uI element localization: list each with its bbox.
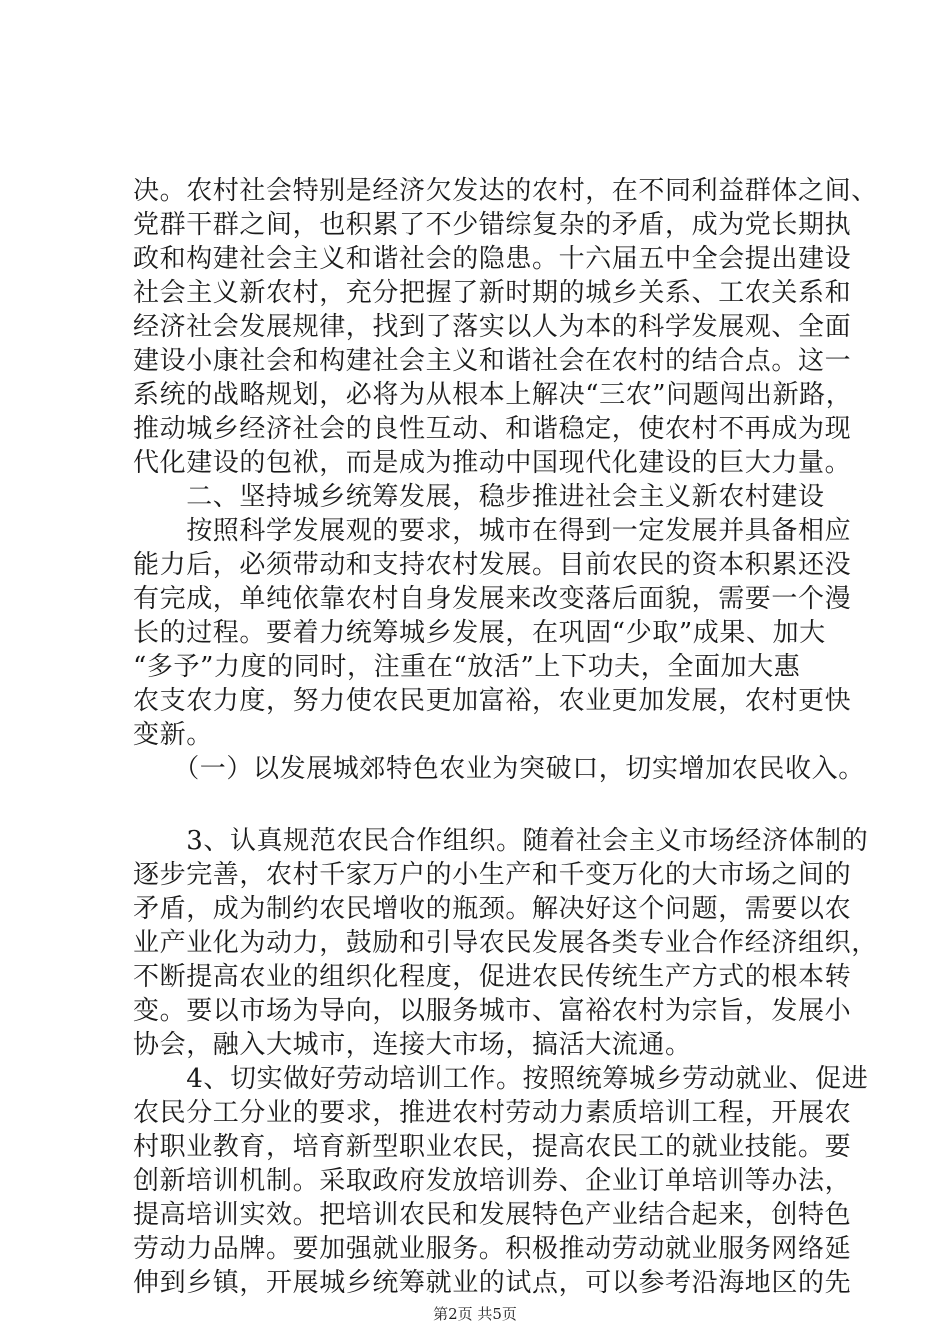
body-text-line: 劳动力品牌。要加强就业服务。积极推动劳动就业服务网络延 <box>133 1234 852 1264</box>
body-text-line: 变。要以市场为导向，以服务城市、富裕农村为宗旨，发展小 <box>133 996 852 1026</box>
body-text-line: 提高培训实效。把培训农民和发展特色产业结合起来，创特色 <box>133 1200 852 1230</box>
section-heading: 二、坚持城乡统筹发展，稳步推进社会主义新农村建设 <box>133 482 825 512</box>
body-text-line: 决。农村社会特别是经济欠发达的农村，在不同利益群体之间、 <box>133 176 878 206</box>
body-text-line: 推动城乡经济社会的良性互动、和谐稳定，使农村不再成为现 <box>133 414 852 444</box>
body-text-line: 系统的战略规划，必将为从根本上解决“三农”问题闯出新路， <box>133 380 853 410</box>
body-text-line: 协会，融入大城市，连接大市场，搞活大流通。 <box>133 1030 692 1060</box>
body-text-line: 经济社会发展规律，找到了落实以人为本的科学发展观、全面 <box>133 312 852 342</box>
body-text-line: 政和构建社会主义和谐社会的隐患。十六届五中全会提出建设 <box>133 244 852 274</box>
body-text-line: 矛盾，成为制约农民增收的瓶颈。解决好这个问题，需要以农 <box>133 894 852 924</box>
body-text-line: 有完成，单纯依靠农村自身发展来改变落后面貌，需要一个漫 <box>133 584 852 614</box>
body-text-line: 农支农力度，努力使农民更加富裕，农业更加发展，农村更快 <box>133 686 852 716</box>
body-text-line: 长的过程。要着力统筹城乡发展，在巩固“少取”成果、加大 <box>133 618 826 648</box>
body-text-line: 代化建设的包袱，而是成为推动中国现代化建设的巨大力量。 <box>133 448 852 478</box>
body-text-line: 建设小康社会和构建社会主义和谐社会在农村的结合点。这一 <box>133 346 852 376</box>
body-text-line: 伸到乡镇，开展城乡统筹就业的试点，可以参考沿海地区的先 <box>133 1268 852 1298</box>
body-text-line: 按照科学发展观的要求，城市在得到一定发展并具备相应 <box>133 516 852 546</box>
page-number-footer: 第2页 共5页 <box>433 1305 517 1323</box>
body-text-line: 社会主义新农村，充分把握了新时期的城乡关系、工农关系和 <box>133 278 852 308</box>
body-text-line: 不断提高农业的组织化程度，促进农民传统生产方式的根本转 <box>133 962 852 992</box>
body-text-line: 农民分工分业的要求，推进农村劳动力素质培训工程，开展农 <box>133 1098 852 1128</box>
body-text-line: 村职业教育，培育新型职业农民，提高农民工的就业技能。要 <box>133 1132 852 1162</box>
body-text-line: 党群干群之间，也积累了不少错综复杂的矛盾，成为党长期执 <box>133 210 852 240</box>
subsection-heading: （一）以发展城郊特色农业为突破口，切实增加农民收入。 <box>133 754 865 784</box>
body-text-line: 变新。 <box>133 720 213 750</box>
body-text-line: 逐步完善，农村千家万户的小生产和千变万化的大市场之间的 <box>133 860 852 890</box>
body-text-line: 4、切实做好劳动培训工作。按照统筹城乡劳动就业、促进 <box>133 1064 869 1094</box>
body-text-line: 业产业化为动力，鼓励和引导农民发展各类专业合作经济组织， <box>133 928 878 958</box>
body-text-line: 创新培训机制。采取政府发放培训券、企业订单培训等办法， <box>133 1166 852 1196</box>
body-text-line: “多予”力度的同时，注重在“放活”上下功夫，全面加大惠 <box>133 652 801 682</box>
body-text-line: 能力后，必须带动和支持农村发展。目前农民的资本积累还没 <box>133 550 852 580</box>
body-text-line: 3、认真规范农民合作组织。随着社会主义市场经济体制的 <box>133 826 869 856</box>
